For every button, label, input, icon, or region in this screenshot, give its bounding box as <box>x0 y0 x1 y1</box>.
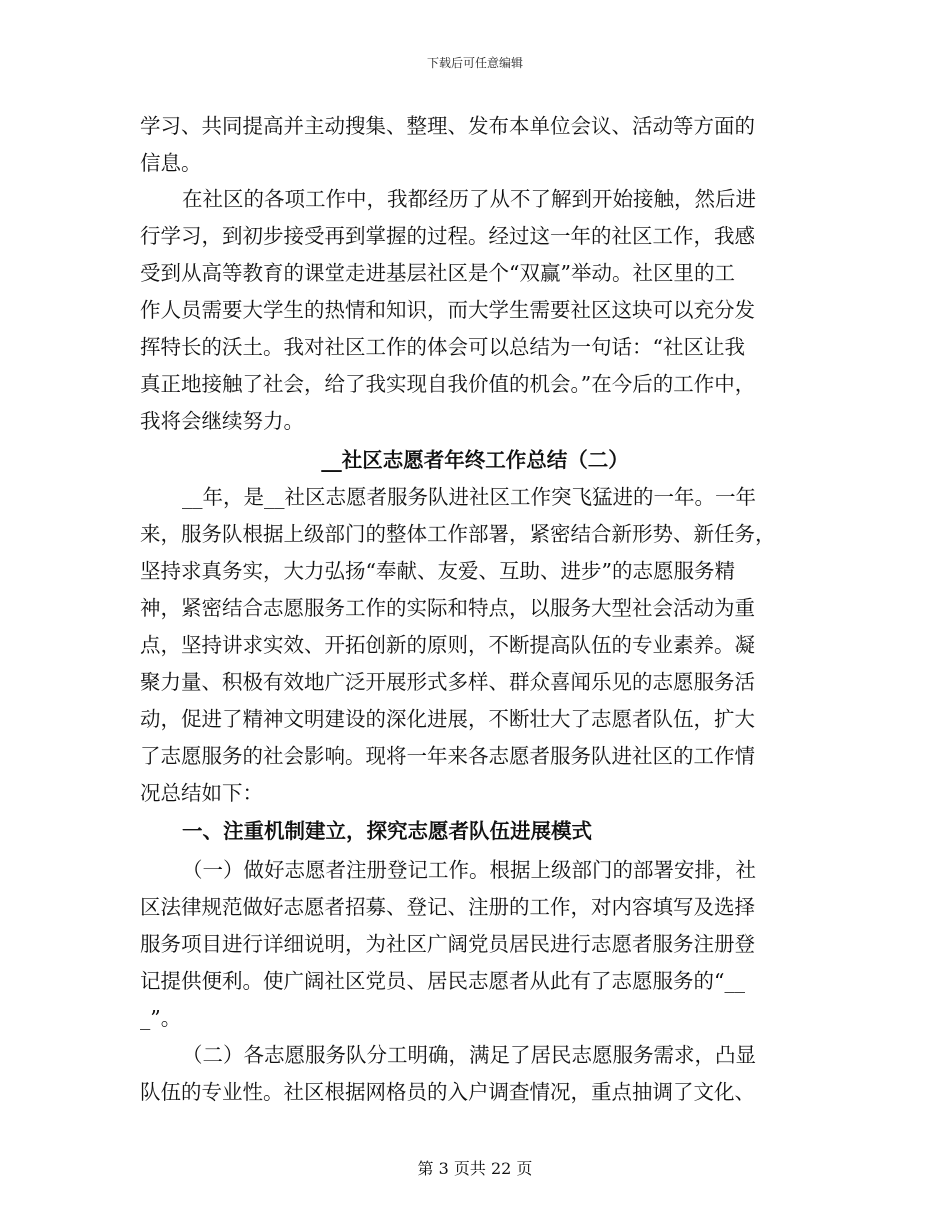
text-line: 学习、共同提高并主动搜集、整理、发布本单位会议、活动等方面的 <box>140 114 755 138</box>
text-line: 服务项目进行详细说明，为社区广阔党员居民进行志愿者服务注册登 <box>140 932 755 956</box>
paragraph-start: （一）做好志愿者注册登记工作。根据上级部门的部署安排，社 <box>182 858 756 882</box>
text-line: 挥特长的沃土。我对社区工作的体会可以总结为一句话：“社区让我 <box>140 335 745 359</box>
text-line: 作人员需要大学生的热情和知识，而大学生需要社区这块可以充分发 <box>140 298 755 322</box>
page-footer: 第 3 页共 22 页 <box>417 1159 533 1178</box>
text-line: 真正地接触了社会，给了我实现自我价值的机会。”在今后的工作中， <box>140 372 756 396</box>
text-line: 聚力量、积极有效地广泛开展形式多样、群众喜闻乐见的志愿服务活 <box>140 670 755 694</box>
text-line: _”。 <box>140 1006 182 1030</box>
text-line: 我将会继续努力。 <box>140 409 304 433</box>
text-line: 行学习，到初步接受再到掌握的过程。经过这一年的社区工作，我感 <box>140 224 755 248</box>
text-line: 队伍的专业性。社区根据网格员的入户调查情况，重点抽调了文化、 <box>140 1080 755 1104</box>
text-line: 受到从高等教育的课堂走进基层社区是个“双赢”举动。社区里的工 <box>140 261 735 285</box>
text-line: 了志愿服务的社会影响。现将一年来各志愿者服务队进社区的工作情 <box>140 744 755 768</box>
text-line: 动，促进了精神文明建设的深化进展，不断壮大了志愿者队伍，扩大 <box>140 707 755 731</box>
text-line: 神，紧密结合志愿服务工作的实际和特点，以服务大型社会活动为重 <box>140 596 755 620</box>
section-title: __社区志愿者年终工作总结（二） <box>321 448 629 472</box>
text-line: 坚持求真务实，大力弘扬“奉献、友爱、互助、进步”的志愿服务精 <box>140 559 735 583</box>
text-line: 信息。 <box>140 151 202 175</box>
page-header: 下载后可任意编辑 <box>426 56 523 70</box>
text-line: 况总结如下： <box>140 781 263 805</box>
text-line: 区法律规范做好志愿者招募、登记、注册的工作，对内容填写及选择 <box>140 895 755 919</box>
paragraph-start: （二）各志愿服务队分工明确，满足了居民志愿服务需求，凸显 <box>182 1043 756 1067</box>
paragraph-start: __年，是__社区志愿者服务队进社区工作突飞猛进的一年。一年 <box>182 485 756 509</box>
text-line: 点，坚持讲求实效、开拓创新的原则，不断提高队伍的专业素养。凝 <box>140 633 755 657</box>
subheading: 一、注重机制建立，探究志愿者队伍进展模式 <box>182 819 592 843</box>
text-line: 来，服务队根据上级部门的整体工作部署，紧密结合新形势、新任务， <box>140 522 776 546</box>
paragraph-start: 在社区的各项工作中，我都经历了从不了解到开始接触，然后进 <box>182 187 756 211</box>
text-line: 记提供便利。使广阔社区党员、居民志愿者从此有了志愿服务的“__ <box>140 969 745 993</box>
